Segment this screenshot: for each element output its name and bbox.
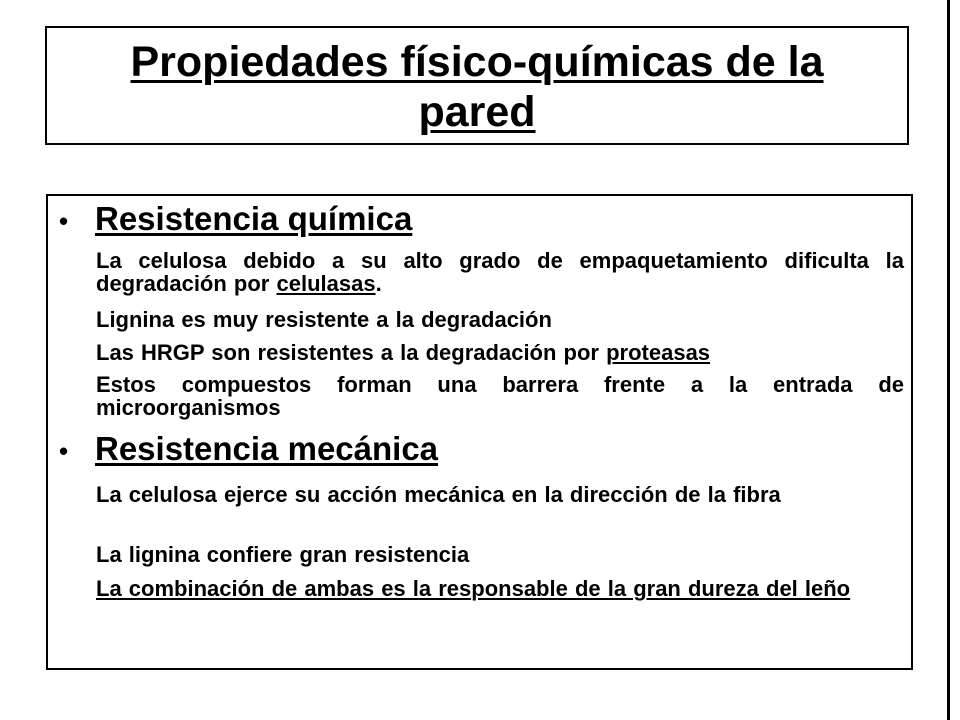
section-heading: Resistencia química (95, 200, 413, 237)
title-line-1: Propiedades físico-químicas de la (130, 38, 824, 86)
list-item (96, 483, 904, 506)
item-text-end: . (375, 271, 382, 296)
list-item (96, 249, 904, 295)
content-box (46, 194, 913, 670)
list-item (96, 308, 904, 331)
bullet-icon: • (59, 436, 69, 466)
title-box (45, 26, 909, 145)
bullet-icon: • (59, 206, 69, 236)
title-line-2: pared (418, 88, 536, 136)
list-item (96, 341, 904, 364)
list-item (96, 543, 904, 566)
item-text: La lignina confiere gran resistencia (96, 542, 470, 567)
item-underlined-text: celulasas (276, 271, 376, 296)
item-text: Lignina es muy resistente a la degradación (96, 307, 552, 332)
list-item (96, 577, 904, 600)
item-text: La celulosa ejerce su acción mecánica en la dirección de la fibra (96, 482, 781, 507)
item-text: Las HRGP son resistentes a la degradación por (96, 340, 607, 365)
section-heading: Resistencia mecánica (95, 430, 439, 467)
list-item (96, 373, 904, 419)
item-text: La celulosa debido a su alto grado de empaquetamiento dificulta la degradación por (96, 248, 904, 296)
right-edge-rule (947, 0, 950, 720)
item-underlined-text: La combinación de ambas es la responsable de la gran dureza del leño (96, 576, 851, 601)
page-title (47, 37, 907, 137)
item-underlined-text: proteasas (606, 340, 711, 365)
item-text: Estos compuestos forman una barrera frente a la entrada de microorganismos (96, 372, 904, 420)
